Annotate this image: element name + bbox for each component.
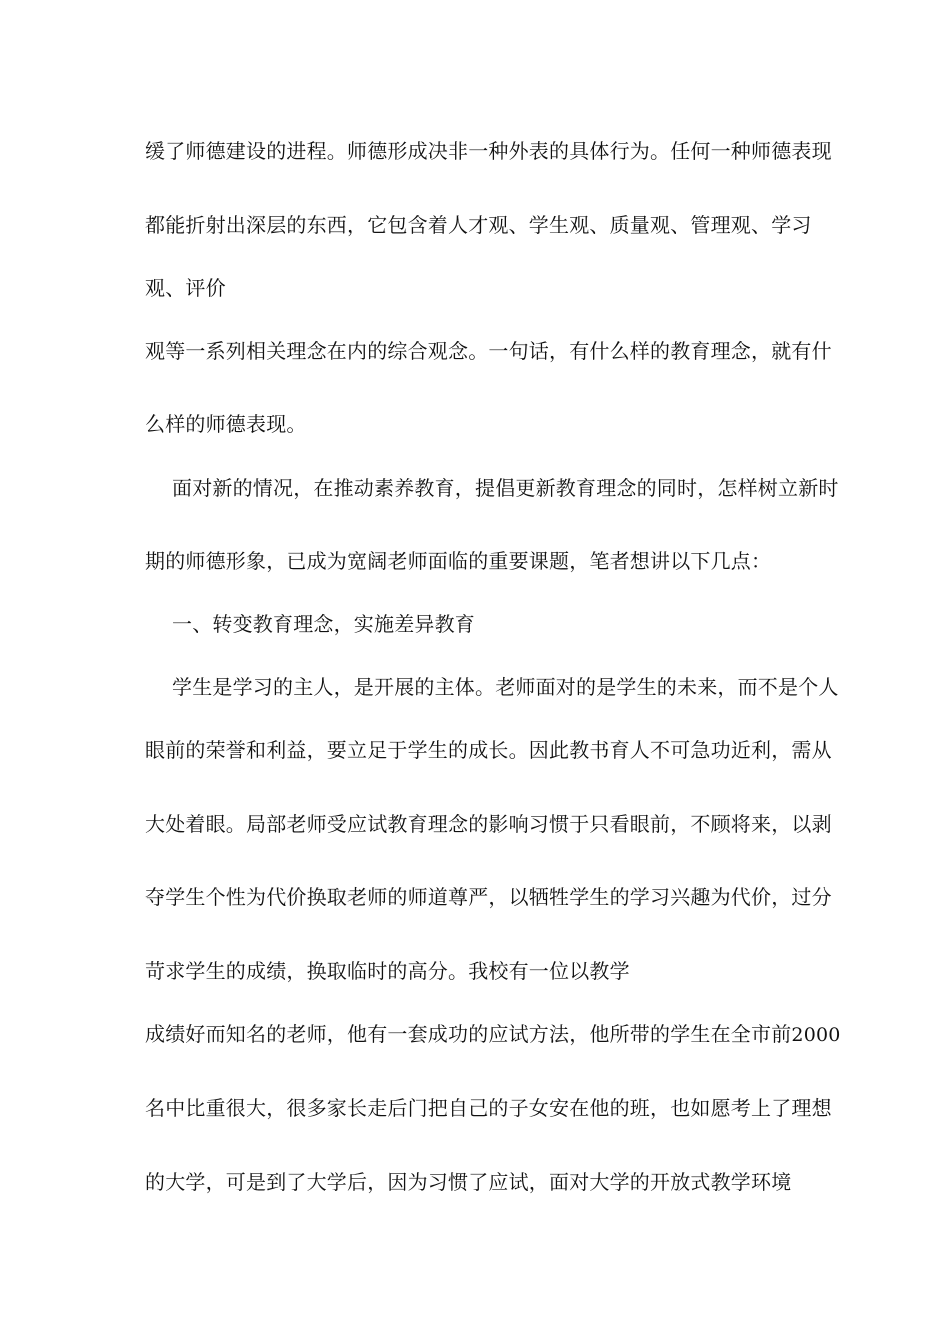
text-segment: 成绩好而知名的老师，他有一套成功的应试方法，他所带的学生在全市前 xyxy=(145,1022,792,1046)
text-line: 大处着眼。局部老师受应试教育理念的影响习惯于只看眼前，不顾将来，以剥 xyxy=(145,812,832,836)
text-line: 名中比重很大，很多家长走后门把自己的子女安在他的班，也如愿考上了理想 xyxy=(145,1096,832,1120)
section-heading: 一、转变教育理念，实施差异教育 xyxy=(172,612,475,636)
text-line xyxy=(145,1022,841,1047)
text-line: 苛求学生的成绩，换取临时的高分。我校有一位以教学 xyxy=(145,959,630,983)
paragraph-first-line: 学生是学习的主人，是开展的主体。老师面对的是学生的未来，而不是个人 xyxy=(172,675,839,699)
text-line: 期的师德形象，已成为宽阔老师面临的重要课题，笔者想讲以下几点： xyxy=(145,549,772,573)
text-line: 眼前的荣誉和利益，要立足于学生的成长。因此教书育人不可急功近利，需从 xyxy=(145,738,832,762)
text-line: 缓了师德建设的进程。师德形成决非一种外表的具体行为。任何一种师德表现 xyxy=(145,139,832,163)
text-line: 观、评价 xyxy=(145,276,226,300)
text-line: 么样的师德表现。 xyxy=(145,412,307,436)
paragraph-first-line: 面对新的情况，在推动素养教育，提倡更新教育理念的同时，怎样树立新时 xyxy=(172,476,839,500)
number-text: 2000 xyxy=(791,1024,841,1046)
text-line: 夺学生个性为代价换取老师的师道尊严，以牺牲学生的学习兴趣为代价，过分 xyxy=(145,885,832,909)
text-line: 的大学，可是到了大学后，因为习惯了应试，面对大学的开放式教学环境 xyxy=(145,1170,792,1194)
text-line: 观等一系列相关理念在内的综合观念。一句话，有什么样的教育理念，就有什 xyxy=(145,339,832,363)
text-line: 都能折射出深层的东西，它包含着人才观、学生观、质量观、管理观、学习 xyxy=(145,213,812,237)
